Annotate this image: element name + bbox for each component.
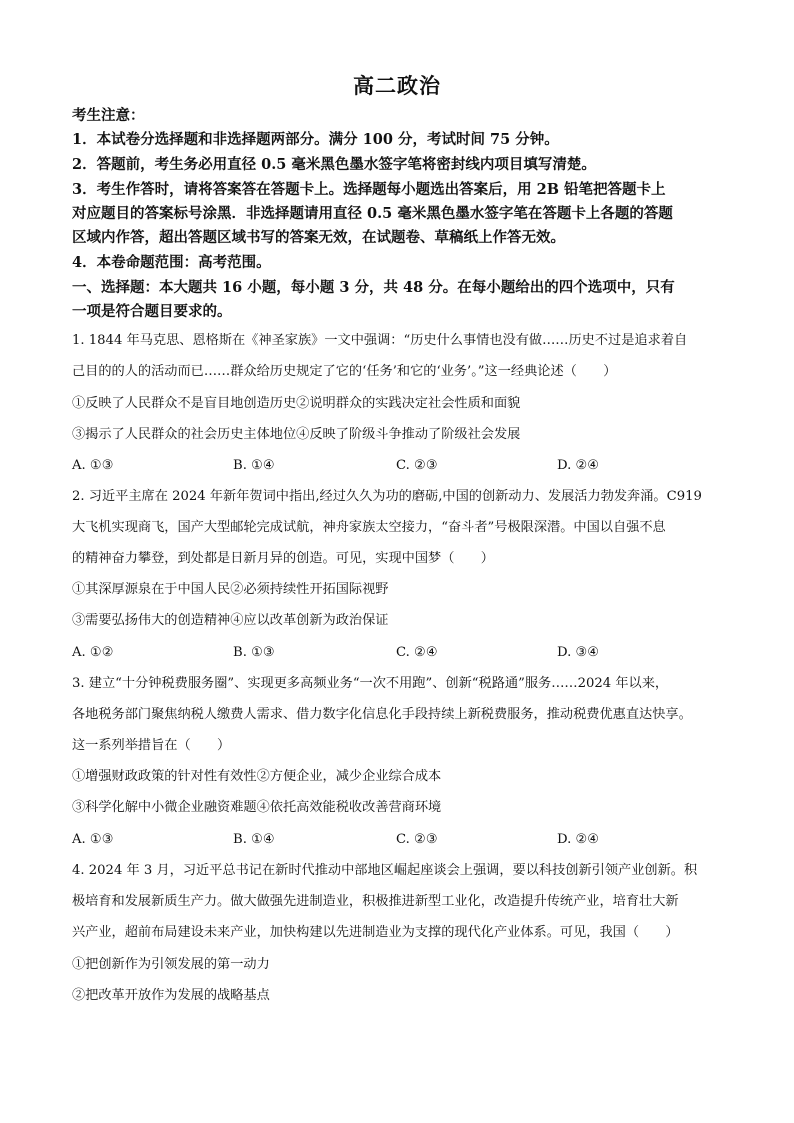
question-2-option-b[interactable]: B. ①③ bbox=[233, 645, 275, 660]
question-3-stem: 这一系列举措旨在（ ） bbox=[72, 738, 231, 753]
question-1-option-b[interactable]: B. ①④ bbox=[233, 458, 275, 473]
question-1-statement: ①反映了人民群众不是盲目地创造历史②说明群众的实践决定社会性质和面貌 bbox=[72, 396, 521, 411]
notice-line: 4．本卷命题范围：高考范围。 bbox=[72, 254, 271, 271]
question-1-stem: 己目的的人的活动而已……群众给历史规定了它的‘任务’和它的‘业务’。”这一经典论述（ ） bbox=[72, 364, 617, 379]
question-3-option-a[interactable]: A. ①③ bbox=[72, 832, 114, 847]
question-1-stem: 1. 1844 年马克思、恩格斯在《神圣家族》一文中强调：“历史什么事情也没有做……历史不过是追求着自 bbox=[72, 333, 688, 348]
question-2-option-d[interactable]: D. ③④ bbox=[557, 645, 600, 660]
section-heading: 一项是符合题目要求的。 bbox=[72, 303, 232, 320]
question-3-option-c[interactable]: C. ②③ bbox=[396, 832, 438, 847]
question-4-stem: 极培育和发展新质生产力。做大做强先进制造业，积极推进新型工业化，改造提升传统产业，培育壮大新 bbox=[72, 894, 679, 909]
question-2-statement: ③需要弘扬伟大的创造精神④应以改革创新为政治保证 bbox=[72, 613, 389, 628]
question-2-stem: 的精神奋力攀登，到处都是日新月异的创造。可见，实现中国梦（ ） bbox=[72, 551, 494, 566]
question-3-stem: 各地税务部门聚焦纳税人缴费人需求、借力数字化信息化手段持续上新税费服务，推动税费优惠直达快享。 bbox=[72, 707, 692, 722]
question-3-option-d[interactable]: D. ②④ bbox=[557, 832, 600, 847]
notice-line: 对应题目的答案标号涂黑．非选择题请用直径 0.5 毫米黑色墨水签字笔在答题卡上各题的答题 bbox=[72, 205, 673, 222]
question-3-statement: ①增强财政政策的针对性有效性②方便企业，减少企业综合成本 bbox=[72, 769, 442, 784]
notice-line: 2．答题前，考生务必用直径 0.5 毫米黑色墨水签字笔将密封线内项目填写清楚。 bbox=[72, 156, 596, 173]
question-2-stem: 2. 习近平主席在 2024 年新年贺词中指出,经过久久为功的磨砺,中国的创新动力、发展活力勃发奔涌。C919 bbox=[72, 489, 702, 504]
notice-line: 区域内作答，超出答题区域书写的答案无效，在试题卷、草稿纸上作答无效。 bbox=[72, 229, 565, 246]
question-3-stem: 3. 建立“十分钟税费服务圈”、实现更多高频业务“一次不用跑”、创新“税路通”服务……2024 年以来， bbox=[72, 676, 669, 691]
question-2-option-a[interactable]: A. ①② bbox=[72, 645, 114, 660]
notice-line: 3．考生作答时，请将答案答在答题卡上。选择题每小题选出答案后，用 2B 铅笔把答题卡上 bbox=[72, 181, 666, 198]
question-2-statement: ①其深厚源泉在于中国人民②必须持续性开拓国际视野 bbox=[72, 582, 389, 597]
question-4-statement: ②把改革开放作为发展的战略基点 bbox=[72, 988, 270, 1003]
question-4-stem: 4. 2024 年 3 月，习近平总书记在新时代推动中部地区崛起座谈会上强调，要以科技创新引领产业创新。积 bbox=[72, 863, 698, 878]
question-4-statement: ①把创新作为引领发展的第一动力 bbox=[72, 957, 270, 972]
notice-heading: 考生注意： bbox=[72, 107, 145, 124]
question-4-stem: 兴产业，超前布局建设未来产业，加快构建以先进制造业为支撑的现代化产业体系。可见，我国（ ） bbox=[72, 925, 679, 940]
question-3-option-b[interactable]: B. ①④ bbox=[233, 832, 275, 847]
question-1-statement: ③揭示了人民群众的社会历史主体地位④反映了阶级斗争推动了阶级社会发展 bbox=[72, 427, 521, 442]
question-2-stem: 大飞机实现商飞，国产大型邮轮完成试航，神舟家族太空接力，“奋斗者”号极限深潜。中国以自强不息 bbox=[72, 520, 666, 535]
notice-line: 1．本试卷分选择题和非选择题两部分。满分 100 分，考试时间 75 分钟。 bbox=[72, 131, 559, 148]
question-3-statement: ③科学化解中小微企业融资难题④依托高效能税收改善营商环境 bbox=[72, 800, 442, 815]
section-heading: 一、选择题：本大题共 16 小题，每小题 3 分，共 48 分。在每小题给出的四个选项中，只有 bbox=[72, 279, 675, 296]
question-1-option-a[interactable]: A. ①③ bbox=[72, 458, 114, 473]
question-1-option-d[interactable]: D. ②④ bbox=[557, 458, 600, 473]
question-2-option-c[interactable]: C. ②④ bbox=[396, 645, 438, 660]
question-1-option-c[interactable]: C. ②③ bbox=[396, 458, 438, 473]
page-title: 高二政治 bbox=[353, 73, 441, 98]
